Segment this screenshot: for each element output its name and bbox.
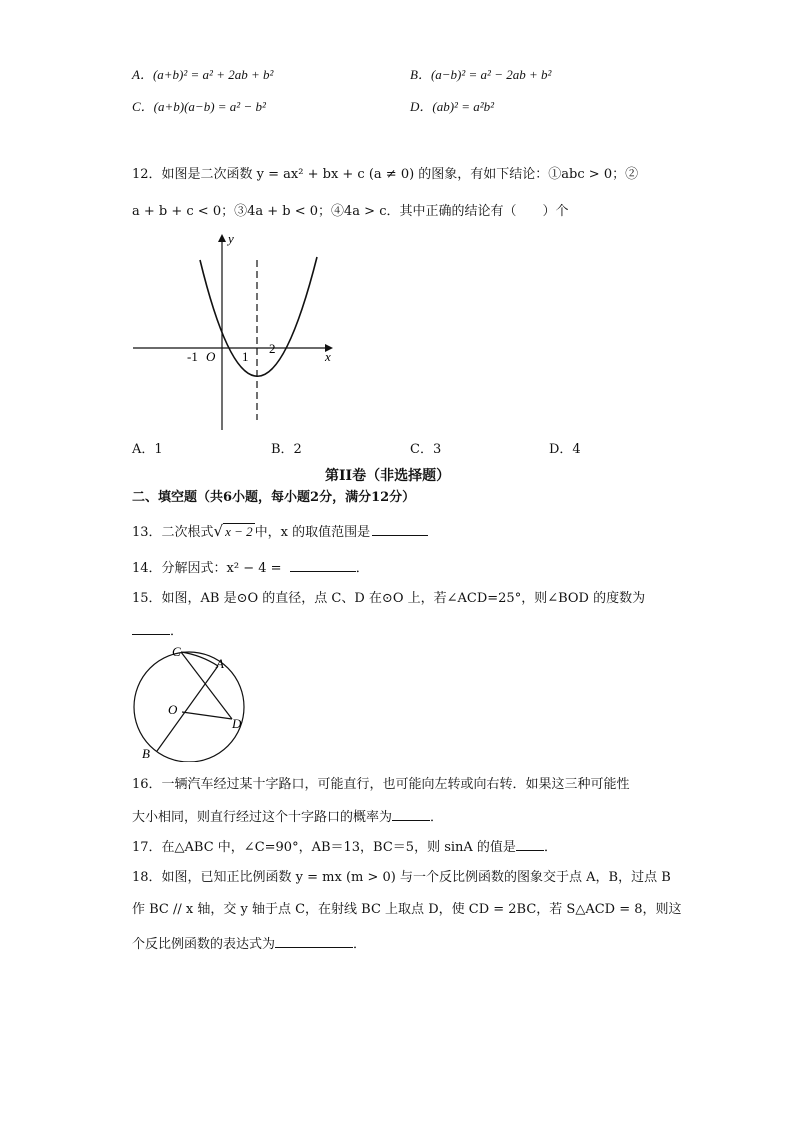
q18-stem-line3 <box>132 935 366 951</box>
q11-option-a: A．(a+b)² = a² + 2ab + b² <box>132 67 274 82</box>
q18-answer-blank[interactable] <box>275 935 353 948</box>
q15-end: ． <box>170 624 184 639</box>
q18-stem-line1: 18．如图，已知正比例函数 y = mx (m > 0) 与一个反比例函数的图象交于点 A，B，过点 B <box>132 870 671 885</box>
section-subtitle: 二、填空题（共6小题，每小题2分，满分12分） <box>132 490 416 505</box>
tick-label-2: 2 <box>269 341 276 356</box>
point-a-label: A <box>216 656 224 671</box>
q11-option-b: B．(a−b)² = a² − 2ab + b² <box>410 67 552 82</box>
q11-option-d: D．(ab)² = a²b² <box>410 99 495 114</box>
q17-text: 17．在△ABC 中，∠C=90°，AB＝13，BC＝5，则 sinA 的值是 <box>132 840 516 855</box>
tick-label-1: 1 <box>242 349 249 364</box>
q17-stem <box>132 838 557 854</box>
q13-post: 中，x 的取值范围是 <box>254 525 371 540</box>
radical-sign: √ <box>213 522 224 540</box>
x-axis-label: x <box>325 349 331 364</box>
q12-option-c: C．3 <box>410 442 442 457</box>
origin-label: O <box>206 349 216 364</box>
point-d-label: D <box>232 716 242 731</box>
q16-end: ． <box>430 810 444 825</box>
q15-blank-line <box>132 622 183 638</box>
q11-option-c: C．(a+b)(a−b) = a² − b² <box>132 99 266 114</box>
q14-answer-blank[interactable] <box>290 559 356 572</box>
q16-text: 大小相同，则直行经过这个十字路口的概率为 <box>132 810 393 825</box>
y-axis-label: y <box>228 231 234 246</box>
q16-stem-line1: 16．一辆汽车经过某十字路口，可能直行，也可能向左转或向右转．如果这三种可能性 <box>132 777 630 792</box>
q18-text: 个反比例函数的表达式为 <box>132 937 276 952</box>
tick-label-minus-1: -1 <box>187 349 198 364</box>
q12-parabola-graph <box>130 228 340 432</box>
q15-answer-blank[interactable] <box>132 622 170 635</box>
q12-stem-line2: a + b + c < 0；③4a + b < 0；④4a > c．其中正确的结论有（ ）个 <box>132 204 569 219</box>
q14-stem <box>132 559 369 575</box>
q14-end: ． <box>355 561 369 576</box>
q12-option-a: A．1 <box>132 442 163 457</box>
q13-pre: 13．二次根式 <box>132 525 214 540</box>
q15-stem: 15．如图，AB 是⊙O 的直径，点 C、D 在⊙O 上，若∠ACD=25°，则∠BOD 的度数为 <box>132 591 646 606</box>
q17-end: ． <box>543 840 557 855</box>
parabola-curve <box>200 257 317 376</box>
q16-stem-line2 <box>132 808 443 824</box>
section-title: 第II卷（非选择题） <box>325 468 451 484</box>
q13-stem <box>132 523 428 539</box>
q16-answer-blank[interactable] <box>392 808 430 821</box>
radicand: x − 2 <box>225 524 253 539</box>
q12-option-b: B．2 <box>271 442 302 457</box>
q18-stem-line2: 作 BC // x 轴，交 y 轴于点 C，在射线 BC 上取点 D，使 CD = 2BC，若 S△ACD = 8，则这 <box>132 902 682 917</box>
q14-text: 14．分解因式：x² − 4 = <box>132 561 282 576</box>
point-b-label: B <box>142 746 150 761</box>
q17-answer-blank[interactable] <box>516 838 544 851</box>
q12-stem-line1: 12．如图是二次函数 y = ax² + bx + c (a ≠ 0) 的图象，有如下结论：①abc > 0；② <box>132 167 639 182</box>
q18-end: ． <box>353 937 367 952</box>
q13-answer-blank[interactable] <box>372 523 428 536</box>
point-o-label: O <box>168 702 178 717</box>
q15-circle-diagram <box>128 644 253 762</box>
point-c-label: C <box>172 644 181 659</box>
q12-option-d: D．4 <box>549 442 581 457</box>
